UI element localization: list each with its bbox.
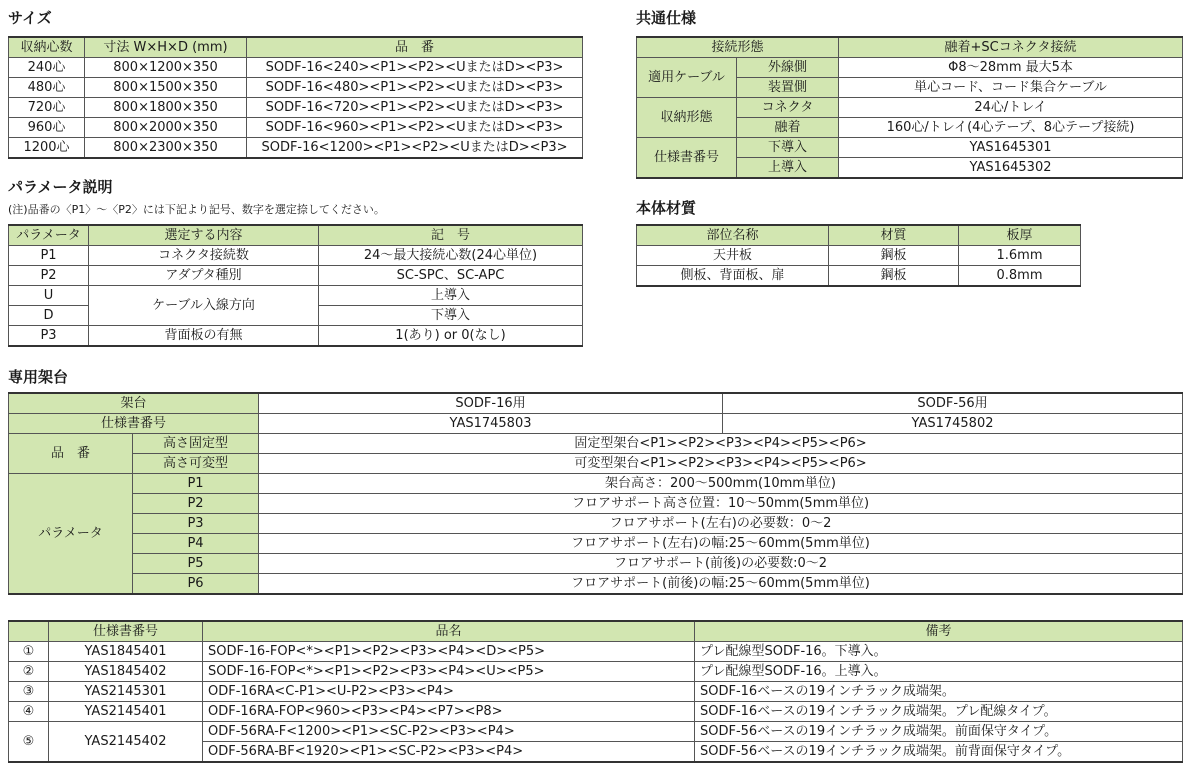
param-code: P1 [9, 246, 89, 266]
column-header: 接続形態 [637, 37, 839, 58]
column-header: 品名 [203, 621, 695, 642]
column-header: 記 号 [319, 225, 583, 246]
param-description: 架台高さ：200〜500mm(10mm単位) [259, 474, 1183, 494]
table-row [9, 58, 583, 78]
table-header-row [9, 393, 1183, 414]
column-header: 品 番 [247, 37, 583, 58]
param-symbol: 下導入 [319, 306, 583, 326]
table-row [9, 454, 1183, 474]
product-name: SODF-16-FOP<*><P1><P2><P3><P4><U><P5> [203, 662, 695, 682]
column-header: 収納心数 [9, 37, 85, 58]
dimension-cell: 800×1800×350 [85, 98, 247, 118]
material-title: 本体材質 [636, 199, 697, 217]
column-header: 材質 [829, 225, 959, 246]
part-number-cell: SODF-16<720><P1><P2><UまたはD><P3> [247, 98, 583, 118]
size-table [8, 36, 583, 159]
column-header: 仕様書番号 [49, 621, 203, 642]
table-header-row [637, 225, 1081, 246]
spec-number-a: YAS1745803 [259, 414, 723, 434]
rack-label: 架台 [9, 393, 259, 414]
capacity-cell: 240心 [9, 58, 85, 78]
thickness-value: 0.8mm [959, 266, 1081, 287]
remarks: SODF-16ベースの19インチラック成端架。プレ配線タイプ。 [695, 702, 1183, 722]
row-label: 上導入 [737, 158, 839, 179]
table-row [9, 682, 1183, 702]
material-value: 鋼板 [829, 266, 959, 287]
dimension-cell: 800×1500×350 [85, 78, 247, 98]
rack-part-number: 可変型架台<P1><P2><P3><P4><P5><P6> [259, 454, 1183, 474]
table-row [9, 326, 583, 347]
product-name: SODF-16-FOP<*><P1><P2><P3><P4><D><P5> [203, 642, 695, 662]
parameter-label: パラメータ [9, 474, 133, 595]
column-header: 板厚 [959, 225, 1081, 246]
material-value: 鋼板 [829, 246, 959, 266]
spec-number: YAS2145401 [49, 702, 203, 722]
param-code: P4 [133, 534, 259, 554]
rack-model-a: SODF-16用 [259, 393, 723, 414]
row-label: 装置側 [737, 78, 839, 98]
table-row [9, 266, 583, 286]
capacity-cell: 960心 [9, 118, 85, 138]
param-symbol: 上導入 [319, 286, 583, 306]
spec-value: 160心/トレイ(4心テープ、8心テープ接続) [839, 118, 1183, 138]
spec-value: 24心/トレイ [839, 98, 1183, 118]
product-name: ODF-56RA-BF<1920><P1><SC-P2><P3><P4> [203, 742, 695, 763]
column-header: 融着+SCコネクタ接続 [839, 37, 1183, 58]
table-row [9, 246, 583, 266]
table-row [9, 138, 583, 159]
part-name: 側板、背面板、扉 [637, 266, 829, 287]
table-row [9, 574, 1183, 595]
remarks: プレ配線型SODF-16。下導入。 [695, 642, 1183, 662]
part-number-cell: SODF-16<240><P1><P2><UまたはD><P3> [247, 58, 583, 78]
param-description: フロアサポート(左右)の必要数：0〜2 [259, 514, 1183, 534]
spec-number: YAS2145402 [49, 722, 203, 763]
row-group-label: 仕様書番号 [637, 138, 737, 179]
table-row [9, 434, 1183, 454]
product-name: ODF-16RA<C-P1><U-P2><P3><P4> [203, 682, 695, 702]
column-header: 寸法 W×H×D (mm) [85, 37, 247, 58]
param-symbol: 24〜最大接続心数(24心単位) [319, 246, 583, 266]
table-row [9, 662, 1183, 682]
param-content: コネクタ接続数 [89, 246, 319, 266]
spec-number: YAS2145301 [49, 682, 203, 702]
params-title: パラメータ説明 [8, 178, 113, 196]
rack-model-b: SODF-56用 [723, 393, 1183, 414]
product-name: ODF-56RA-F<1200><P1><SC-P2><P3><P4> [203, 722, 695, 742]
row-group-label: 適用ケーブル [637, 58, 737, 98]
row-group-label: 収納形態 [637, 98, 737, 138]
row-number: ③ [9, 682, 49, 702]
param-content: ケーブル入線方向 [89, 286, 319, 326]
table-row [9, 494, 1183, 514]
params-note: (注)品番の〈P1〉〜〈P2〉には下記より記号、数字を選定捺してください。 [8, 203, 385, 216]
row-label: コネクタ [737, 98, 839, 118]
remarks: SODF-56ベースの19インチラック成端架。前背面保守タイプ。 [695, 742, 1183, 763]
spec-number-b: YAS1745802 [723, 414, 1183, 434]
spec-value: 単心コード、コード集合ケーブル [839, 78, 1183, 98]
part-number-cell: SODF-16<960><P1><P2><UまたはD><P3> [247, 118, 583, 138]
param-code: P2 [9, 266, 89, 286]
rack-title: 専用架台 [8, 368, 69, 386]
param-code: D [9, 306, 89, 326]
row-number: ⑤ [9, 722, 49, 763]
table-header-row [9, 621, 1183, 642]
part-number-cell: SODF-16<480><P1><P2><UまたはD><P3> [247, 78, 583, 98]
param-content: アダプタ種別 [89, 266, 319, 286]
table-row [9, 474, 1183, 494]
param-code: P2 [133, 494, 259, 514]
capacity-cell: 480心 [9, 78, 85, 98]
table-row [9, 78, 583, 98]
param-code: U [9, 286, 89, 306]
part-name: 天井板 [637, 246, 829, 266]
row-number: ④ [9, 702, 49, 722]
column-header: 選定する内容 [89, 225, 319, 246]
table-header-row [637, 37, 1183, 58]
row-label: 外線側 [737, 58, 839, 78]
row-number: ① [9, 642, 49, 662]
spec-number: YAS1845402 [49, 662, 203, 682]
options-table [8, 620, 1183, 763]
table-row [9, 722, 1183, 742]
table-header-row [9, 225, 583, 246]
param-description: フロアサポート高さ位置：10〜50mm(5mm単位) [259, 494, 1183, 514]
param-code: P5 [133, 554, 259, 574]
common-title: 共通仕様 [636, 9, 697, 27]
param-code: P3 [133, 514, 259, 534]
table-header-row [9, 37, 583, 58]
column-header: 備考 [695, 621, 1183, 642]
params-table [8, 224, 583, 347]
dimension-cell: 800×2300×350 [85, 138, 247, 159]
remarks: SODF-56ベースの19インチラック成端架。前面保守タイプ。 [695, 722, 1183, 742]
param-description: フロアサポート(左右)の幅:25〜60mm(5mm単位) [259, 534, 1183, 554]
row-label: 融着 [737, 118, 839, 138]
rack-type-label: 高さ可変型 [133, 454, 259, 474]
common-spec-table [636, 36, 1183, 179]
table-row [637, 58, 1183, 78]
table-row [9, 414, 1183, 434]
table-row [637, 98, 1183, 118]
rack-type-label: 高さ固定型 [133, 434, 259, 454]
column-header [9, 621, 49, 642]
param-description: フロアサポート(前後)の必要数:0〜2 [259, 554, 1183, 574]
param-code: P1 [133, 474, 259, 494]
product-name: ODF-16RA-FOP<960><P3><P4><P7><P8> [203, 702, 695, 722]
size-title: サイズ [8, 9, 52, 27]
row-number: ② [9, 662, 49, 682]
spec-value: Φ8〜28mm 最大5本 [839, 58, 1183, 78]
param-description: フロアサポート(前後)の幅:25〜60mm(5mm単位) [259, 574, 1183, 595]
dimension-cell: 800×1200×350 [85, 58, 247, 78]
rack-part-number: 固定型架台<P1><P2><P3><P4><P5><P6> [259, 434, 1183, 454]
param-symbol: SC-SPC、SC-APC [319, 266, 583, 286]
table-row [9, 286, 583, 306]
table-row [9, 642, 1183, 662]
table-row [637, 246, 1081, 266]
table-row [9, 98, 583, 118]
param-code: P3 [9, 326, 89, 347]
spec-number: YAS1845401 [49, 642, 203, 662]
param-content: 背面板の有無 [89, 326, 319, 347]
param-symbol: 1(あり) or 0(なし) [319, 326, 583, 347]
table-row [9, 534, 1183, 554]
table-row [9, 514, 1183, 534]
table-row [637, 266, 1081, 287]
remarks: プレ配線型SODF-16。上導入。 [695, 662, 1183, 682]
spec-value: YAS1645302 [839, 158, 1183, 179]
column-header: パラメータ [9, 225, 89, 246]
part-number-label: 品 番 [9, 434, 133, 474]
rack-table [8, 392, 1183, 595]
param-code: P6 [133, 574, 259, 595]
dimension-cell: 800×2000×350 [85, 118, 247, 138]
material-table [636, 224, 1081, 287]
row-label: 下導入 [737, 138, 839, 158]
capacity-cell: 720心 [9, 98, 85, 118]
table-row [637, 138, 1183, 158]
table-row [9, 118, 583, 138]
thickness-value: 1.6mm [959, 246, 1081, 266]
part-number-cell: SODF-16<1200><P1><P2><UまたはD><P3> [247, 138, 583, 159]
capacity-cell: 1200心 [9, 138, 85, 159]
table-row [9, 702, 1183, 722]
table-row [9, 554, 1183, 574]
remarks: SODF-16ベースの19インチラック成端架。 [695, 682, 1183, 702]
spec-number-label: 仕様書番号 [9, 414, 259, 434]
spec-value: YAS1645301 [839, 138, 1183, 158]
column-header: 部位名称 [637, 225, 829, 246]
